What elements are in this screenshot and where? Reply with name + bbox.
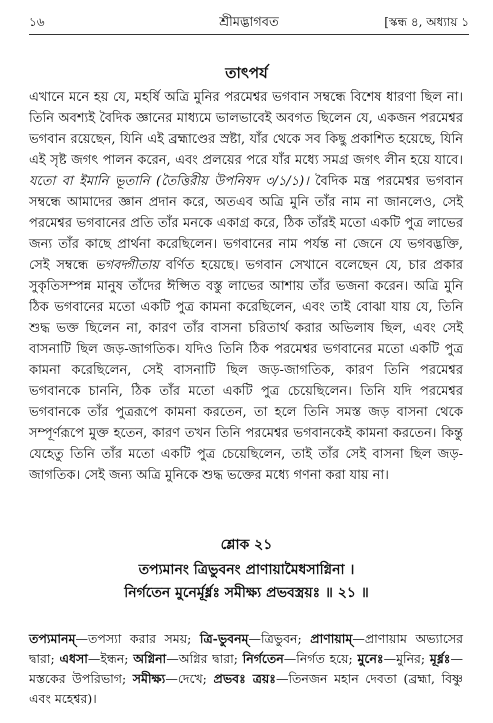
synonym-term: সমীক্ষ্য — [132, 671, 166, 686]
verse-text — [0, 559, 493, 605]
book-title: শ্রীমদ্ভাগবত — [219, 15, 279, 30]
synonym-meaning: দেখে; — [177, 671, 207, 686]
synonym-meaning: নির্গত হয়ে; — [296, 651, 353, 666]
purport-text-2-start: ভগবানের নাম পর্যন্ত না জেনে যে ভগবদ্ভক্তি, সেই সম্বন্ধে — [29, 237, 463, 273]
synonym-term: নির্গতেন — [242, 651, 284, 666]
header-divider — [29, 34, 469, 35]
purport-text-1-cont: বৈদিক মন্ত্র পরমেশ্বর ভগবান সম্বন্ধে আমাদের জ্ঞান প্রদান করে, অতএব অত্রি মুনি তাঁর নাম না জানলেও, সেই পরমেশ্বর ভগবানের প্রতি তাঁর মনকে একাগ্র করে, ঠিক তাঁরই মতো একটি পুত্র লাভের জন্য তাঁর কাছে প্রার্থনা করেছিলেন। — [29, 174, 463, 252]
purport-text-2-rest: বর্ণিত হয়েছে। ভগবান সেখানে বলেছেন যে, চার প্রকার সুকৃতিসম্পন্ন মানুষ তাঁদের ঈপ্সিত বস্তু লাভের আশায় তাঁর ভজনা করেন। অত্রি মুনি ঠিক ভগবানের মতো একটি পুত্র কামনা করেছিলেন, এবং তাই বোঝা যায় যে, তিনি শুদ্ধ ভক্ত ছিলেন না, কারণ তাঁর বাসনা চরিতার্থ করার অভিলাষ ছিল, এবং সেই বাসনাটি ছিল জড়-জাগতিক। যদিও তিনি ঠিক পরমেশ্বর ভগবানের মতো একটি পুত্র কামনা করেছিলেন, সেই বাসনাটি ছিল জড়-জাগতিক, কারণ তিনি পরমেশ্বর ভগবানকে চাননি, ঠিক তাঁর মতো একটি পুত্র চেয়েছিলেন। তিনি যদি পরমেশ্বর ভগবানকে তাঁর পুত্ররূপে কামনা করতেন, তা হলে তিনি সমস্ত জড় বাসনা থেকে সম্পূর্ণরূপে মুক্ত হতেন, কারণ তখন তিনি পরমেশ্বর ভগবানকেই কামনা করতেন। কিন্তু যেহেতু তিনি তাঁর মতো একটি পুত্র চেয়েছিলেন, তাই তাঁর সেই বাসনা ছিল জড়-জাগতিক। সেই জন্য অত্রি মুনিকে শুদ্ধ ভক্তের মধ্যে গণনা করা যায় না। — [29, 258, 463, 483]
synonym-term: প্রভবঃ ত্রয়ঃ — [213, 671, 276, 686]
synonym-meaning: তপস্যা করার সময়; — [87, 631, 192, 646]
purport-text-1: এখানে মনে হয় যে, মহর্ষি অত্রি মুনির পরমেশ্বর ভগবান সম্বন্ধে বিশেষ ধারণা ছিল না। তিনি অবশ্যই বৈদিক জ্ঞানের মাধ্যমে ভালভাবেই অবগত ছিলেন যে, একজন পরমেশ্বর ভগবান রয়েছেন, যিনি এই ব্রহ্মাণ্ডের স্রষ্টা, যাঁর থেকে সব কিছু প্রকাশিত হয়েছে, যিনি এই সৃষ্ট জগৎ পালন করেন, এবং প্রলয়ের পরে যাঁর মধ্যে সমগ্র জগৎ লীন হয়ে যাবে। — [29, 90, 463, 168]
synonym-meaning: মুনির; — [396, 651, 426, 666]
synonym-term: এধসা — [59, 651, 88, 666]
synonyms-block — [29, 629, 463, 709]
verse-line-2: নির্গতেন মুনের্মূর্ধ্নঃ সমীক্ষ্য প্রভবস্ত্রয়ঃ ॥ ২১ ॥ — [124, 585, 369, 601]
synonym-term: তপ্যমানম্ — [29, 631, 76, 646]
verse-line-1: তপ্যমানং ত্রিভুবনং প্রাণায়ামৈধসাগ্নিনা । — [138, 562, 355, 578]
synonym-meaning: প্রাণায়াম অভ্যাসের দ্বারা; — [29, 631, 463, 666]
synonym-meaning: ইন্ধন; — [100, 651, 129, 666]
synonym-term: অগ্নিনা — [133, 651, 167, 666]
gita-reference: ভগবদ্গীতায় — [94, 258, 160, 273]
synonyms-paragraph: তপ্যমানম্—তপস্যা করার সময়; ত্রি-ভুবনম্—ত্রিভুবন; প্রাণায়াম্—প্রাণায়াম অভ্যাসের দ্বারা; এধসা—ইন্ধন; অগ্নিনা—অগ্নির দ্বারা; নির্গতেন—নির্গত হয়ে; মুনেঃ—মুনির; মূর্ধ্নঃ—মস্তকের উপরিভাগ; সমীক্ষ্য—দেখে; প্রভবঃ ত্রয়ঃ—তিনজন মহান দেবতা (ব্রহ্মা, বিষ্ণু এবং মহেশ্বর)। — [29, 631, 463, 706]
chapter-reference: [স্কন্ধ ৪, অধ্যায় ১ — [384, 15, 469, 29]
synonym-term: ত্রি-ভুবনম্ — [199, 631, 249, 646]
page-number: ১৬ — [29, 15, 45, 29]
synonym-term: মুনেঃ — [357, 651, 384, 666]
purport-body — [29, 87, 463, 486]
vedic-quote: যতো বা ইমানি ভূতানি — [29, 174, 150, 189]
quote-source: (তৈত্তিরীয় উপনিষদ ৩/১/১)। — [156, 174, 309, 189]
synonym-meaning: তিনজন মহান দেবতা (ব্রহ্মা, বিষ্ণু এবং মহেশ্বর)। — [29, 671, 463, 706]
page-header — [29, 12, 469, 32]
synonym-term: প্রাণায়াম্ — [310, 631, 353, 646]
synonym-meaning: মস্তকের উপরিভাগ; — [29, 671, 127, 686]
synonym-meaning: অগ্নির দ্বারা; — [178, 651, 238, 666]
purport-heading: তাৎপর্য — [225, 64, 268, 82]
synonym-meaning: ত্রিভুবন; — [261, 631, 302, 646]
purport-paragraph-1 — [29, 87, 463, 486]
verse-label: শ্লোক ২১ — [220, 537, 273, 553]
synonym-term: মূর্ধ্নঃ — [429, 651, 451, 666]
